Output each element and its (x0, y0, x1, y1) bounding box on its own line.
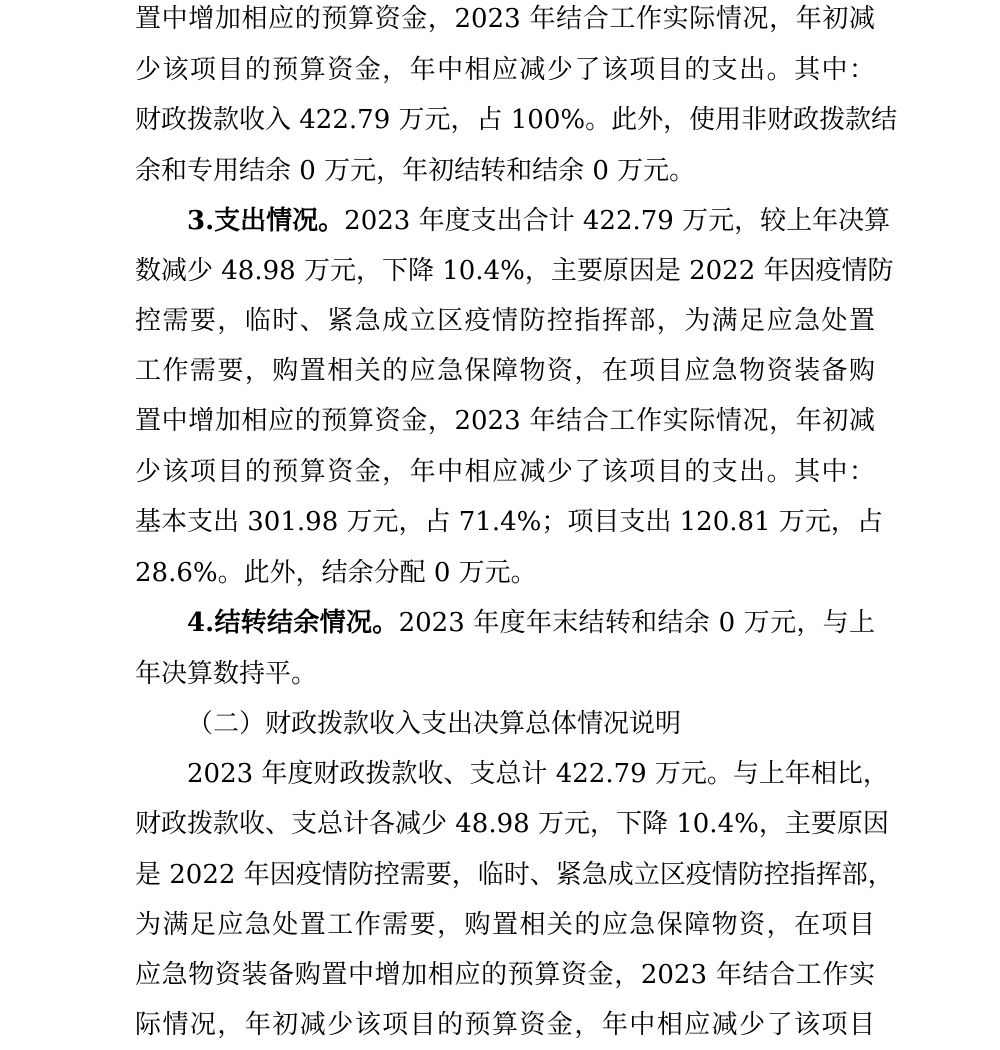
paragraph-line: 财政拨款收、支总计各减少 48.98 万元，下降 10.4%，主要原因 (135, 809, 889, 839)
paragraph-line: 应急物资装备购置中增加相应的预算资金，2023 年结合工作实 (135, 960, 875, 990)
expenditure-heading-line (187, 196, 891, 246)
paragraph-line: 置中增加相应的预算资金，2023 年结合工作实际情况，年初减 (135, 4, 875, 34)
paragraph-line: 数减少 48.98 万元，下降 10.4%，主要原因是 2022 年因疫情防 (135, 256, 894, 286)
paragraph-line: 2023 年度财政拨款收、支总计 422.79 万元。与上年相比， (187, 759, 889, 789)
paragraph-line: 28.6%。此外，结余分配 0 万元。 (135, 558, 537, 588)
paragraph-line: 少该项目的预算资金，年中相应减少了该项目的支出。其中： (135, 457, 875, 487)
paragraph-line: 控需要，临时、紧急成立区疫情防控指挥部，为满足应急处置 (135, 306, 875, 336)
paragraph-line: 工作需要，购置相关的应急保障物资，在项目应急物资装备购 (135, 356, 875, 386)
section-heading: （二）财政拨款收入支出决算总体情况说明 (187, 709, 682, 739)
carryover-summary: 2023 年度年末结转和结余 0 万元，与上 (398, 608, 875, 638)
paragraph-line: 余和专用结余 0 万元，年初结转和结余 0 万元。 (135, 156, 696, 186)
paragraph-line: 际情况，年初减少该项目的预算资金，年中相应减少了该项目 (135, 1010, 875, 1040)
paragraph-line: 少该项目的预算资金，年中相应减少了该项目的支出。其中： (135, 55, 875, 85)
carryover-heading: 4.结转结余情况。 (187, 608, 399, 638)
paragraph-line: 为满足应急处置工作需要，购置相关的应急保障物资，在项目 (135, 910, 875, 940)
carryover-heading-line (187, 598, 875, 648)
paragraph-line: 基本支出 301.98 万元，占 71.4%；项目支出 120.81 万元，占 (135, 507, 883, 537)
paragraph-line: 年决算数持平。 (135, 659, 318, 689)
paragraph-line: 置中增加相应的预算资金，2023 年结合工作实际情况，年初减 (135, 406, 875, 436)
paragraph-line: 是 2022 年因疫情防控需要，临时、紧急成立区疫情防控指挥部， (135, 860, 894, 890)
expenditure-summary: 2023 年度支出合计 422.79 万元，较上年决算 (344, 206, 891, 236)
expenditure-heading: 3.支出情况。 (187, 206, 345, 236)
paragraph-line: 财政拨款收入 422.79 万元，占 100%。此外，使用非财政拨款结 (135, 105, 898, 135)
